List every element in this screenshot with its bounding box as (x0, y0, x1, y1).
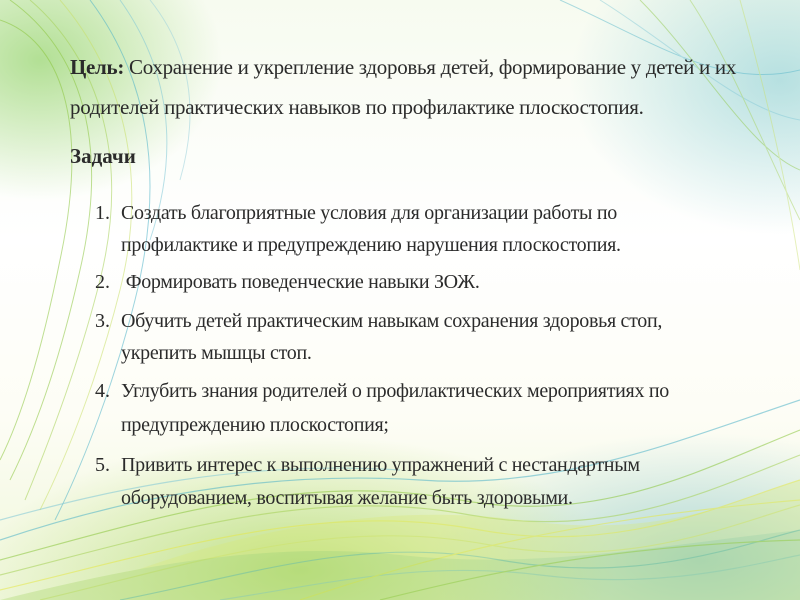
tasks-heading: Задачи (70, 144, 136, 168)
goal-text-line-1: Сохранение и укрепление здоровья детей, формирование у детей и их (124, 55, 737, 79)
goal-text-line-2: родителей практических навыков по профилактике плоскостопия. (70, 95, 644, 119)
task-text-line: Обучить детей практическим навыкам сохранения здоровья стоп, (121, 310, 663, 332)
task-number: 1. (95, 202, 110, 224)
task-text-line: укрепить мышцы стоп. (121, 342, 312, 364)
task-text-line: Углубить знания родителей о профилактических мероприятиях по (121, 380, 669, 402)
task-text-line: Привить интерес к выполнению упражнений с нестандартным (121, 454, 640, 476)
task-number: 4. (95, 380, 110, 402)
task-text-line: предупреждению плоскостопия; (121, 414, 389, 436)
task-text-line: Формировать поведенческие навыки ЗОЖ. (121, 271, 480, 293)
goal-paragraph (70, 47, 750, 127)
task-number: 5. (95, 454, 110, 476)
goal-label: Цель: (70, 55, 125, 79)
task-text-line: оборудованием, воспитывая желание быть здоровыми. (121, 487, 573, 509)
task-text-line: Создать благоприятные условия для организации работы по (121, 202, 617, 224)
task-number: 3. (95, 310, 110, 332)
task-text-line: профилактике и предупреждению нарушения плоскостопия. (121, 234, 621, 256)
task-number: 2. (95, 271, 110, 293)
